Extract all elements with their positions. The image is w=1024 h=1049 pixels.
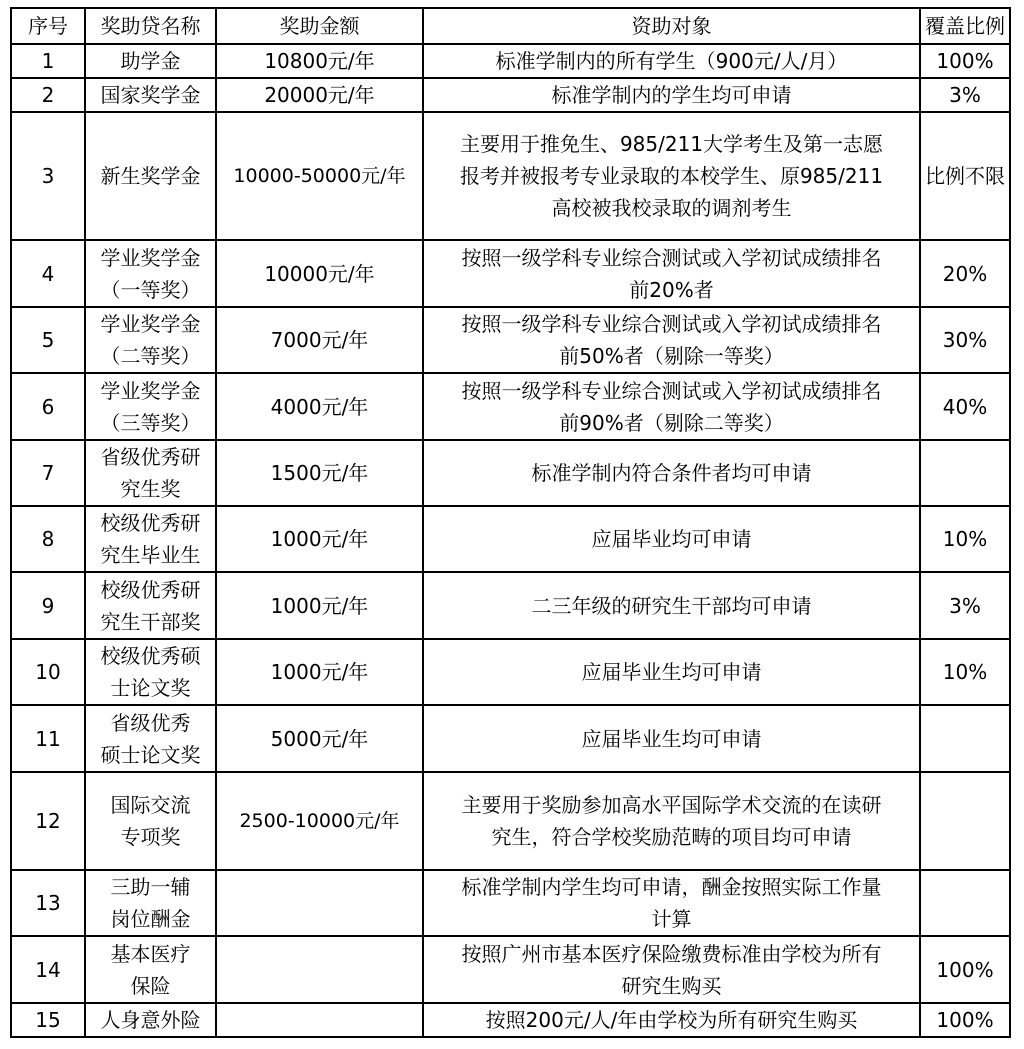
cell-target: 标准学制内学生均可申请，酬金按照实际工作量 计算	[423, 870, 920, 936]
cell-coverage-ratio: 10%	[920, 506, 1010, 572]
cell-amount: 2500-10000元/年	[216, 772, 423, 870]
cell-coverage-ratio: 3%	[920, 78, 1010, 112]
cell-amount: 1000元/年	[216, 572, 423, 639]
table-row	[11, 307, 1010, 373]
table-row	[11, 112, 1010, 240]
cell-target: 二三年级的研究生干部均可申请	[423, 572, 920, 639]
table-row	[11, 240, 1010, 307]
header-coverage-ratio: 覆盖比例	[920, 8, 1010, 44]
cell-amount: 1000元/年	[216, 506, 423, 572]
cell-target: 标准学制内的所有学生（900元/人/月）	[423, 44, 920, 78]
cell-amount: 4000元/年	[216, 373, 423, 440]
cell-amount: 10000元/年	[216, 240, 423, 307]
cell-target: 按照一级学科专业综合测试或入学初试成绩排名 前50%者（剔除一等奖）	[423, 307, 920, 373]
cell-award-name: 校级优秀硕 士论文奖	[85, 639, 216, 705]
cell-serial-number: 6	[11, 373, 85, 440]
table-row	[11, 705, 1010, 772]
cell-serial-number: 14	[11, 936, 85, 1003]
cell-target: 主要用于奖励参加高水平国际学术交流的在读研 究生，符合学校奖励范畴的项目均可申请	[423, 772, 920, 870]
cell-serial-number: 15	[11, 1003, 85, 1037]
cell-serial-number: 1	[11, 44, 85, 78]
table-row	[11, 639, 1010, 705]
cell-coverage-ratio	[920, 772, 1010, 870]
header-serial-number: 序号	[11, 8, 85, 44]
cell-award-name: 基本医疗 保险	[85, 936, 216, 1003]
header-amount: 奖助金额	[216, 8, 423, 44]
cell-award-name: 省级优秀 硕士论文奖	[85, 705, 216, 772]
cell-amount: 10000-50000元/年	[216, 112, 423, 240]
cell-serial-number: 4	[11, 240, 85, 307]
header-award-name: 奖助贷名称	[85, 8, 216, 44]
cell-award-name: 人身意外险	[85, 1003, 216, 1037]
cell-target: 标准学制内符合条件者均可申请	[423, 440, 920, 506]
cell-amount	[216, 870, 423, 936]
cell-amount: 1000元/年	[216, 639, 423, 705]
cell-award-name: 学业奖学金 （一等奖）	[85, 240, 216, 307]
cell-award-name: 学业奖学金 （三等奖）	[85, 373, 216, 440]
cell-coverage-ratio: 100%	[920, 1003, 1010, 1037]
cell-target: 按照一级学科专业综合测试或入学初试成绩排名 前20%者	[423, 240, 920, 307]
table-row	[11, 440, 1010, 506]
cell-amount	[216, 936, 423, 1003]
cell-coverage-ratio: 30%	[920, 307, 1010, 373]
table-row	[11, 1003, 1010, 1037]
table-row	[11, 506, 1010, 572]
cell-target: 应届毕业均可申请	[423, 506, 920, 572]
table-row	[11, 870, 1010, 936]
cell-award-name: 国际交流 专项奖	[85, 772, 216, 870]
cell-award-name: 三助一辅 岗位酬金	[85, 870, 216, 936]
cell-coverage-ratio: 3%	[920, 572, 1010, 639]
cell-award-name: 校级优秀研 究生干部奖	[85, 572, 216, 639]
cell-coverage-ratio: 100%	[920, 936, 1010, 1003]
table-row	[11, 572, 1010, 639]
cell-serial-number: 10	[11, 639, 85, 705]
cell-serial-number: 5	[11, 307, 85, 373]
cell-award-name: 新生奖学金	[85, 112, 216, 240]
cell-award-name: 省级优秀研 究生奖	[85, 440, 216, 506]
table-row	[11, 373, 1010, 440]
cell-serial-number: 2	[11, 78, 85, 112]
cell-target: 标准学制内的学生均可申请	[423, 78, 920, 112]
cell-serial-number: 8	[11, 506, 85, 572]
header-target: 资助对象	[423, 8, 920, 44]
cell-serial-number: 3	[11, 112, 85, 240]
cell-amount: 5000元/年	[216, 705, 423, 772]
header-row	[11, 8, 1010, 44]
table-row	[11, 772, 1010, 870]
table-row	[11, 44, 1010, 78]
cell-coverage-ratio	[920, 440, 1010, 506]
cell-serial-number: 9	[11, 572, 85, 639]
cell-award-name: 国家奖学金	[85, 78, 216, 112]
scholarship-table	[10, 7, 1011, 1038]
cell-target: 主要用于推免生、985/211大学考生及第一志愿 报考并被报考专业录取的本校学生、原985/211 高校被我校录取的调剂考生	[423, 112, 920, 240]
cell-target: 按照一级学科专业综合测试或入学初试成绩排名 前90%者（剔除二等奖）	[423, 373, 920, 440]
cell-amount	[216, 1003, 423, 1037]
table-header	[11, 8, 1010, 44]
cell-serial-number: 13	[11, 870, 85, 936]
cell-coverage-ratio	[920, 870, 1010, 936]
cell-award-name: 校级优秀研 究生毕业生	[85, 506, 216, 572]
cell-target: 按照200元/人/年由学校为所有研究生购买	[423, 1003, 920, 1037]
cell-coverage-ratio: 10%	[920, 639, 1010, 705]
cell-serial-number: 7	[11, 440, 85, 506]
cell-target: 应届毕业生均可申请	[423, 639, 920, 705]
cell-award-name: 助学金	[85, 44, 216, 78]
cell-serial-number: 12	[11, 772, 85, 870]
cell-target: 应届毕业生均可申请	[423, 705, 920, 772]
cell-target: 按照广州市基本医疗保险缴费标准由学校为所有 研究生购买	[423, 936, 920, 1003]
table-body	[11, 44, 1010, 1037]
table-row	[11, 78, 1010, 112]
cell-serial-number: 11	[11, 705, 85, 772]
cell-amount: 10800元/年	[216, 44, 423, 78]
cell-coverage-ratio: 100%	[920, 44, 1010, 78]
cell-coverage-ratio	[920, 705, 1010, 772]
cell-coverage-ratio: 20%	[920, 240, 1010, 307]
cell-award-name: 学业奖学金 （二等奖）	[85, 307, 216, 373]
table-row	[11, 936, 1010, 1003]
cell-amount: 1500元/年	[216, 440, 423, 506]
cell-amount: 20000元/年	[216, 78, 423, 112]
cell-coverage-ratio: 比例不限	[920, 112, 1010, 240]
cell-amount: 7000元/年	[216, 307, 423, 373]
cell-coverage-ratio: 40%	[920, 373, 1010, 440]
